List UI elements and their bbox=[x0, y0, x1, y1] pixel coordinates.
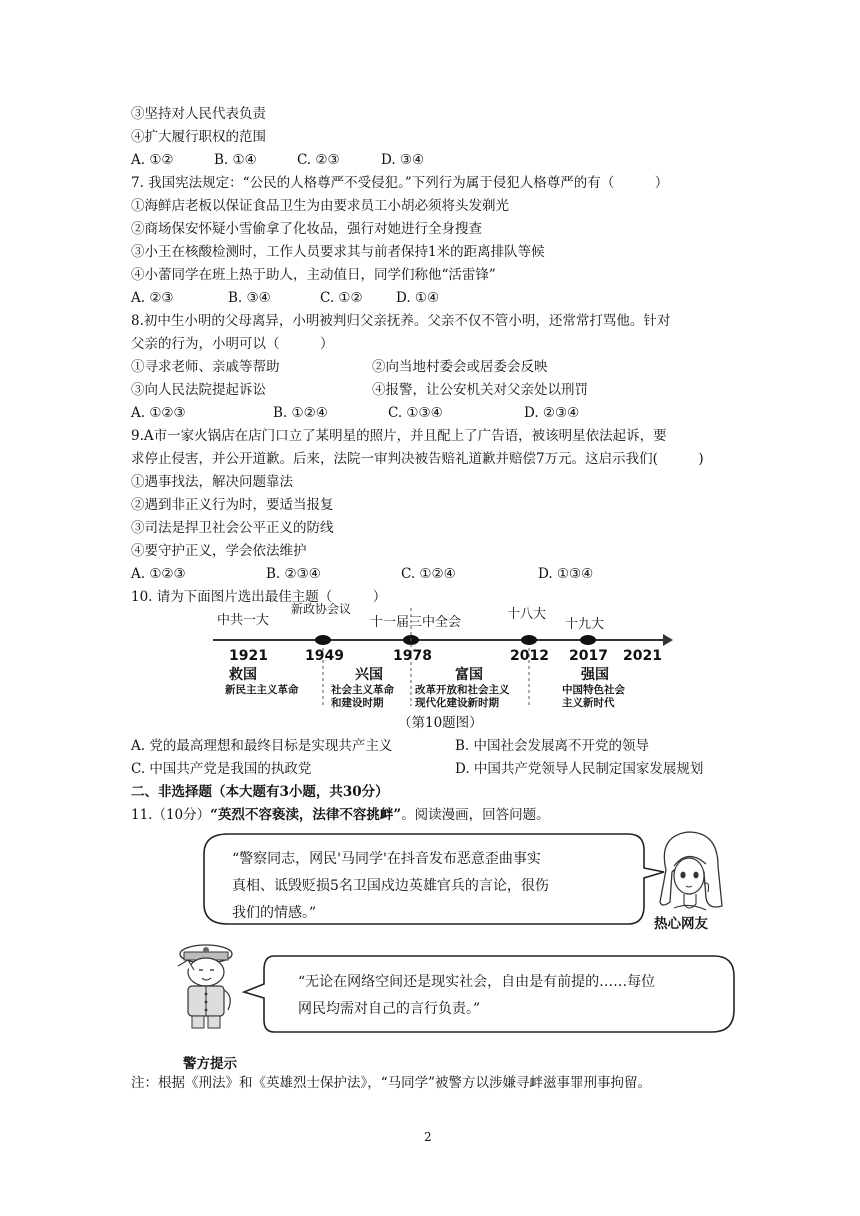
q8-option-b: B. ①②④ bbox=[273, 405, 328, 421]
q10-figure-caption: （第10题图） bbox=[398, 715, 483, 731]
q9-option-d: D. ①③④ bbox=[538, 566, 594, 582]
phase-desc-3b: 现代化建设新时期 bbox=[415, 697, 499, 709]
q11-number: 11.（10分） bbox=[131, 807, 211, 823]
phase-desc-4b: 主义新时代 bbox=[562, 697, 615, 709]
q6-statement-4: ④扩大履行职权的范围 bbox=[131, 129, 266, 145]
q9-statement-1: ①遇事找法，解决问题靠法 bbox=[131, 474, 293, 490]
police-cartoon-icon bbox=[170, 940, 242, 1032]
year-1921: 1921 bbox=[229, 648, 268, 664]
q8-stem-line-1: 8.初中生小明的父母离异，小明被判归父亲抚养。父亲不仅不管小明，还常常打骂他。针对 bbox=[131, 313, 671, 329]
bubble-police-line-2: 网民均需对自己的言行负责。” bbox=[298, 1001, 481, 1017]
q9-option-b: B. ②③④ bbox=[266, 566, 321, 582]
phase-desc-2a: 社会主义革命 bbox=[331, 684, 394, 696]
timeline-arrow bbox=[663, 634, 673, 646]
q8-stem-line-2: 父亲的行为，小明可以（ ） bbox=[131, 336, 334, 352]
year-2012: 2012 bbox=[510, 648, 549, 664]
q9-stem-line-1: 9.A市一家火锅店在店门口立了某明星的照片，并且配上了广告语，被该明星依法起诉，要 bbox=[131, 428, 667, 444]
year-2017: 2017 bbox=[569, 648, 608, 664]
phase-desc-1: 新民主主义革命 bbox=[225, 684, 299, 696]
event-label-5: 十九大 bbox=[565, 617, 605, 632]
q8-statement-3: ③向人民法院提起诉讼 bbox=[131, 382, 266, 398]
q7-statement-4: ④小蕾同学在班上热于助人，主动值日，同学们称他“活雷锋” bbox=[131, 267, 496, 283]
q7-stem: 7. 我国宪法规定：“公民的人格尊严不受侵犯。”下列行为属于侵犯人格尊严的有（ ） bbox=[131, 175, 669, 191]
bubble-police-line-1: “无论在网络空间还是现实社会，自由是有前提的……每位 bbox=[298, 974, 656, 990]
q6-option-d: D. ③④ bbox=[381, 152, 425, 168]
q8-statement-4: ④报警，让公安机关对父亲处以刑罚 bbox=[372, 382, 588, 398]
event-label-3: 十一届三中全会 bbox=[370, 615, 462, 630]
q9-statement-2: ②遇到非正义行为时，要适当报复 bbox=[131, 497, 334, 513]
q11-instruction: 。阅读漫画，回答问题。 bbox=[401, 807, 550, 823]
event-label-1: 中共一大 bbox=[217, 613, 270, 628]
q11-stem bbox=[131, 805, 550, 825]
bubble-netizen-line-3: 我们的情感。” bbox=[232, 905, 317, 921]
bubble-netizen-line-1: “警察同志，网民'马同学'在抖音发布恶意歪曲事实 bbox=[232, 851, 541, 867]
q7-statement-3: ③小王在核酸检测时，工作人员要求其与前者保持1米的距离排队等候 bbox=[131, 244, 545, 260]
q10-option-d: D. 中国共产党领导人民制定国家发展规划 bbox=[455, 761, 704, 777]
q9-option-a: A. ①②③ bbox=[131, 566, 186, 582]
netizen-label: 热心网友 bbox=[654, 916, 708, 932]
q9-statement-3: ③司法是捍卫社会公平正义的防线 bbox=[131, 520, 334, 536]
year-1949: 1949 bbox=[305, 648, 344, 664]
phase-desc-4a: 中国特色社会 bbox=[562, 684, 625, 696]
q7-option-b: B. ③④ bbox=[228, 290, 271, 306]
q10-stem: 10. 请为下面图片选出最佳主题（ ） bbox=[131, 589, 387, 605]
q6-option-a: A. ①② bbox=[131, 152, 174, 168]
phase-label-1: 救国 bbox=[229, 667, 257, 683]
q7-statement-1: ①海鲜店老板以保证食品卫生为由要求员工小胡必须将头发剃光 bbox=[131, 198, 509, 214]
event-label-4: 十八大 bbox=[507, 607, 547, 622]
timeline-dot-2012 bbox=[521, 635, 537, 645]
phase-desc-3a: 改革开放和社会主义 bbox=[415, 684, 510, 696]
q9-stem-line-2: 求停止侵害，并公开道歉。后来，法院一审判决被告赔礼道歉并赔偿7万元。这启示我们( ) bbox=[131, 451, 704, 467]
section-2-title: 二、非选择题（本大题有3小题，共30分） bbox=[131, 784, 389, 800]
q8-option-d: D. ②③④ bbox=[524, 405, 580, 421]
phase-desc-2b: 和建设时期 bbox=[331, 697, 384, 709]
timeline-dot-2017 bbox=[580, 635, 596, 645]
q7-option-c: C. ①② bbox=[320, 290, 363, 306]
q8-statement-1: ①寻求老师、亲戚等帮助 bbox=[131, 359, 280, 375]
q7-option-a: A. ②③ bbox=[131, 290, 174, 306]
q7-statement-2: ②商场保安怀疑小雪偷拿了化妆品，强行对她进行全身搜查 bbox=[131, 221, 482, 237]
q11-quote: “英烈不容亵渎，法律不容挑衅” bbox=[210, 807, 402, 823]
phase-label-4: 强国 bbox=[581, 667, 609, 683]
q11-note: 注：根据《刑法》和《英雄烈士保护法》，“马同学”被警方以涉嫌寻衅滋事罪刑事拘留。 bbox=[131, 1075, 652, 1091]
page-number: 2 bbox=[424, 1130, 432, 1144]
q6-option-c: C. ②③ bbox=[297, 152, 340, 168]
q8-statement-2: ②向当地村委会或居委会反映 bbox=[372, 359, 548, 375]
q10-option-c: C. 中国共产党是我国的执政党 bbox=[131, 761, 312, 777]
q10-option-b: B. 中国社会发展离不开党的领导 bbox=[455, 738, 650, 754]
police-label: 警方提示 bbox=[183, 1056, 237, 1072]
q7-option-d: D. ①④ bbox=[396, 290, 440, 306]
phase-label-3: 富国 bbox=[455, 667, 483, 683]
phase-label-2: 兴国 bbox=[355, 667, 383, 683]
year-1978: 1978 bbox=[393, 648, 432, 664]
q9-statement-4: ④要守护正义，学会依法维护 bbox=[131, 543, 307, 559]
year-2021: 2021 bbox=[623, 648, 662, 664]
netizen-cartoon-icon bbox=[648, 826, 734, 914]
q10-option-a: A. 党的最高理想和最终目标是实现共产主义 bbox=[131, 738, 393, 754]
timeline-dot-1949 bbox=[315, 635, 331, 645]
q8-option-a: A. ①②③ bbox=[131, 405, 186, 421]
q6-statement-3: ③坚持对人民代表负责 bbox=[131, 106, 266, 122]
q9-option-c: C. ①②④ bbox=[401, 566, 456, 582]
q6-option-b: B. ①④ bbox=[214, 152, 257, 168]
timeline-figure bbox=[205, 600, 675, 712]
bubble-netizen-line-2: 真相、诋毁贬损5名卫国戍边英雄官兵的言论，很伤 bbox=[232, 878, 549, 894]
q8-option-c: C. ①③④ bbox=[388, 405, 443, 421]
event-label-2: 新政协会议 bbox=[291, 602, 352, 616]
